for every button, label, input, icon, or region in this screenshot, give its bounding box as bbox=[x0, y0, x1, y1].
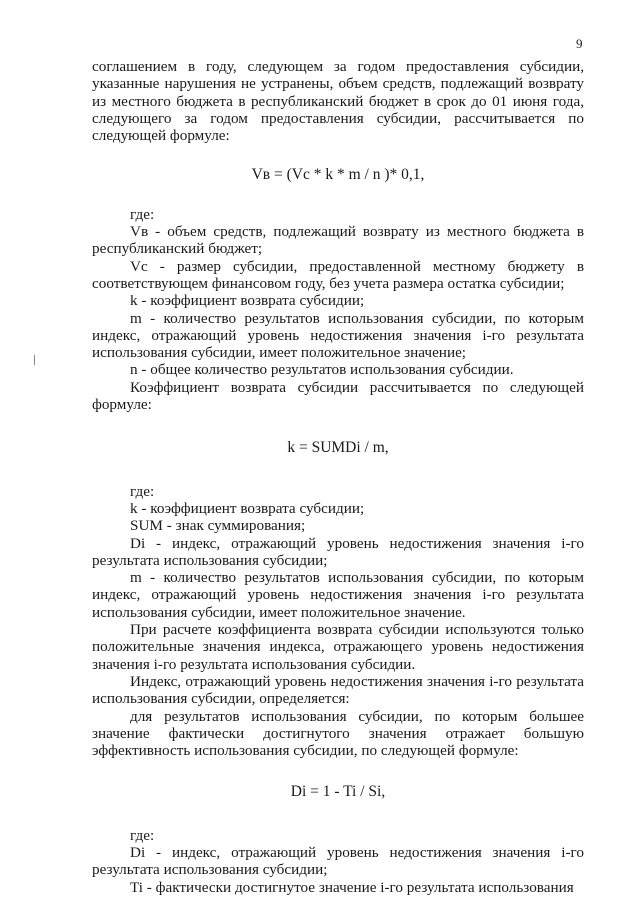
definition-k: k - коэффициент возврата субсидии; bbox=[130, 292, 365, 310]
paragraph-index-definition: Индекс, отражающий уровень недостижения значения i-го результата использования субсидии, определяется: bbox=[92, 672, 584, 708]
definition-k: k - коэффициент возврата субсидии; bbox=[130, 499, 365, 517]
definition-di: Di - индекс, отражающий уровень недостижения значения i-го результата использования субсидии; bbox=[92, 843, 584, 879]
definition-sum: SUM - знак суммирования; bbox=[130, 517, 306, 535]
definition-m: m - количество результатов использования субсидии, по которым индекс, отражающий уровень недостижения значения i-го результата использования субсидии, имеет положительное значение; bbox=[92, 309, 584, 362]
where-label: где: bbox=[130, 482, 155, 500]
page-number: 9 bbox=[576, 36, 583, 51]
paragraph-positive-only: При расчете коэффициента возврата субсидии используются только положительные значения индекса, отражающего уровень недостижения значения i-го результата использования субсидии. bbox=[92, 621, 584, 673]
definition-vc: Vс - размер субсидии, предоставленной местному бюджету в соответствующем финансовом году, без учета размера остатка субсидии; bbox=[92, 257, 584, 292]
paragraph-intro: соглашением в году, следующем за годом предоставления субсидии, указанные нарушения не устранены, объем средств, подлежащий возврату из местного бюджета в республиканский бюджет в срок до 01 июня года, следующего за годом предоставления субсидии, рассчитывается по следующей формуле: bbox=[92, 58, 584, 145]
paragraph-k-intro: Коэффициент возврата субсидии рассчитывается по следующей формуле: bbox=[92, 378, 584, 414]
document-body bbox=[92, 58, 584, 896]
definition-di: Di - индекс, отражающий уровень недостижения значения i-го результата использования субсидии; bbox=[92, 534, 584, 569]
formula-return-coefficient: k = SUMDi / m, bbox=[287, 439, 389, 457]
definition-vv: Vв - объем средств, подлежащий возврату из местного бюджета в республиканский бюджет; bbox=[92, 223, 584, 258]
where-label: где: bbox=[130, 205, 155, 223]
formula-index-di: Di = 1 - Ti / Si, bbox=[290, 783, 386, 801]
definition-m: m - количество результатов использования субсидии, по которым индекс, отражающий уровень недостижения значения i-го результата использования субсидии, имеет положительное значение. bbox=[92, 569, 584, 621]
paragraph-greater-better: для результатов использования субсидии, по которым большее значение фактически достигнутого значения отражает большую эффективность использования субсидии, по следующей формуле: bbox=[92, 707, 584, 760]
scan-edge-mark bbox=[34, 355, 35, 365]
where-label: где: bbox=[130, 826, 155, 844]
definition-ti: Ti - фактически достигнутое значение i-го результата использования bbox=[130, 878, 574, 896]
definition-n: n - общее количество результатов использования субсидии. bbox=[130, 361, 514, 379]
formula-return-volume: Vв = (Vс * k * m / n )* 0,1, bbox=[251, 166, 425, 184]
